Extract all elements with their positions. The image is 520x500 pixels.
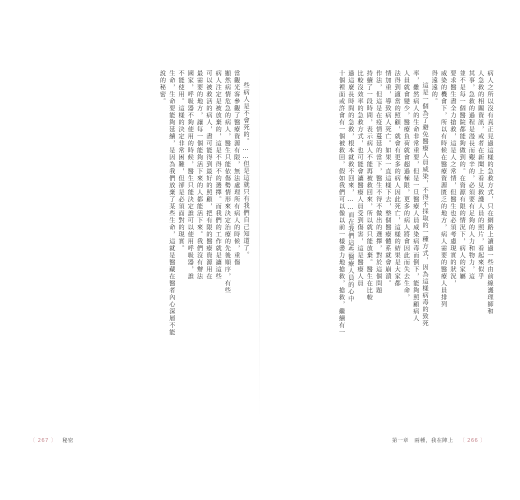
left-page-number-value: 267	[37, 438, 49, 444]
text-column: 這是一個為了避免醫療人員威染，不得不採取的一種方式，因為這樣病毒的致死	[421, 82, 429, 327]
text-column: 過這麼長時間的急救，根本就救不回來，……而在我們這些醫療人員的心中	[346, 70, 354, 303]
page-gutter	[259, 60, 260, 420]
right-page-number-value: 266	[467, 438, 479, 444]
text-column: 國家，呼吸器不夠使用的時候，醫生只能決定誰可以使用呼吸器，誰	[186, 70, 194, 280]
right-page-footer	[392, 437, 486, 444]
text-column: 病人之所以沒有真正見過這樣的急救方式，只在網路上讀過一些由前線護理師和	[486, 70, 493, 315]
left-running-head: 秘密	[62, 438, 74, 444]
text-column: 說的秘密。	[158, 70, 166, 105]
left-page-footer	[30, 437, 74, 444]
text-column: 些病人是不會死的。……但是這就只有我們自己知道了。	[242, 82, 249, 259]
text-column: 最需要的地方，讓每一個能夠活下來的人都能活下來。我們沒有辦法	[195, 70, 203, 280]
left-page-number	[30, 437, 56, 444]
right-page-number	[459, 437, 485, 444]
text-column: 持續了一段時間，表示病人不能再被救回來，所以就只能放棄。醫生在比較	[365, 70, 373, 301]
text-column: 生命，生命要能夠延續，是因為我們放棄了某些生命，這就是醫藏在醫者內心深層不能	[167, 70, 175, 336]
text-column: 要求醫生盡全力搶救，這是人之常情，但醫生也必須考慮現實的狀況，	[448, 70, 456, 287]
text-column: 法得到適當的照顧，就會有更多的病人因此死亡，這樣的結果是大家都	[393, 70, 401, 287]
text-column: 威染的機會下，所以有時候在醫療資源匱乏的地方，病人需要的醫療人員排列	[439, 70, 447, 308]
bracket-close-mark: 〕	[480, 438, 486, 444]
text-column: 人急救的相關資訊，或者在新聞上看見救護人員的照片，看起來似乎	[476, 70, 484, 280]
bracket-open-mark: 〔	[30, 438, 36, 444]
text-column: 得遠遠的。	[430, 70, 438, 105]
text-column: 率，雖然病人的生命非常重要，但是一旦醫療人員威染病毒而倒下，能夠照顧病人	[411, 70, 419, 322]
text-column: 十個裡面或許會有一個被救回，假如我們可以像以前一樣盡力地搶救，搶救，繼續有一	[337, 70, 345, 336]
text-column: 顯然病情危急的病人，醫生只能依傷勢情形來決定治療的先後順序，有些	[223, 70, 231, 294]
text-column: 不能使用。這樣的決定非常困難，但卻是必須面對的現實。	[177, 70, 185, 252]
text-column: 並不是每一個醫院都能夠做到的。在資源有限的情況下，病人的家屬	[458, 70, 466, 280]
bracket-open-mark: 〔	[459, 438, 466, 444]
text-column: 作法，但這是在疫情蔓延的當下，醫生不得不做出的選擇，對於這個問題	[374, 70, 382, 294]
text-column: 人員就會變少，醫療負荷就會超過極限，更多的病人將會因此而失去生命，	[402, 70, 410, 301]
bracket-close-mark: 〕	[50, 438, 57, 444]
text-column: 比較沒效率的急救方式，也可能會讓醫療人員受到傷害，這是醫療人員	[356, 70, 364, 287]
text-column: 病人注定是被放棄的，這是不得不的選擇。而我們的工作就是讓這些	[214, 70, 222, 280]
text-column: 可以被救活的病人，盡可能得到最好的照顧，把有限的醫療資源用在	[204, 70, 212, 280]
text-column: 情加重，導致病人死亡。如果一直這樣下去，整個醫療體系就會崩潰。	[383, 70, 391, 287]
right-running-head: 第一章 兩種，我在陣上	[392, 438, 454, 444]
text-column: 當觀光客參觀了醫療資源有限，無法處理所有病人的時候，重傷	[232, 70, 240, 266]
right-page-text	[270, 70, 492, 410]
left-page-text	[28, 70, 248, 410]
text-column: 其事，急救的過程是漫長而艱辛的，必須要有足夠的人力和物力，這	[467, 70, 475, 280]
